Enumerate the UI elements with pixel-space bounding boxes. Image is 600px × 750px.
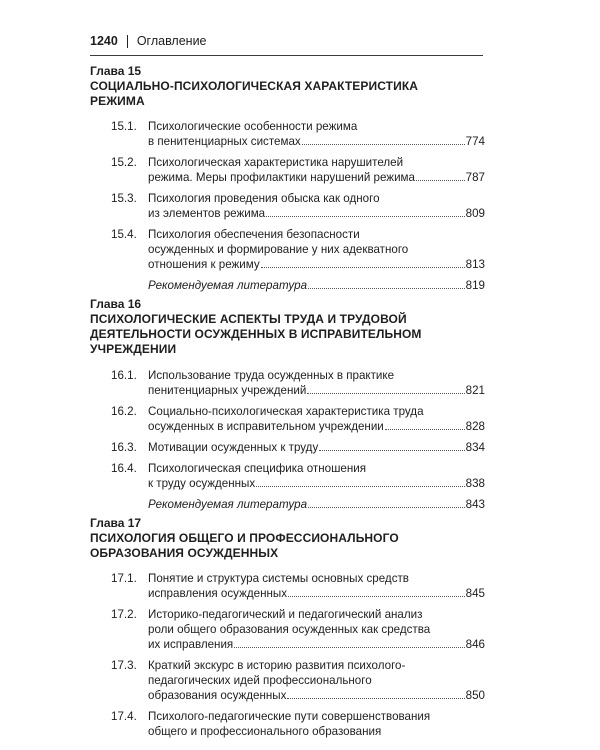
page-ref: 843 — [465, 498, 485, 511]
running-header — [90, 34, 207, 48]
section-number: 16.1. — [111, 369, 137, 382]
dot-leader — [302, 144, 465, 145]
section-number: 16.2. — [111, 405, 137, 418]
section-number: 15.3. — [111, 192, 137, 205]
chapter-label: Глава 15 — [90, 64, 142, 78]
entry-text: Психология обеспечения безопасности — [148, 228, 360, 241]
entry-text: Рекомендуемая литература — [148, 279, 308, 292]
dot-leader — [256, 486, 464, 487]
toc-entry[interactable] — [90, 155, 485, 185]
entry-text: роли общего образования осужденных как средства — [148, 623, 431, 636]
section-number: 15.1. — [111, 120, 137, 133]
toc-list — [90, 119, 485, 293]
chapter-title-line: ОБРАЗОВАНИЯ ОСУЖДЕННЫХ — [90, 546, 279, 560]
entry-text: осужденных и формирование у них адекватного — [148, 243, 409, 256]
dot-leader — [308, 288, 465, 289]
toc-entry-literature[interactable] — [90, 497, 485, 512]
page-ref: 774 — [465, 135, 485, 148]
chapter-title-line: СОЦИАЛЬНО-ПСИХОЛОГИЧЕСКАЯ ХАРАКТЕРИСТИКА — [90, 79, 419, 93]
chapter-title-line: УЧРЕЖДЕНИИ — [90, 342, 177, 356]
toc-entry[interactable] — [90, 658, 485, 703]
toc-entry[interactable] — [90, 461, 485, 491]
section-number: 15.4. — [111, 228, 137, 241]
page-ref: 787 — [465, 171, 485, 184]
entry-text: Психолого-педагогические пути совершенствования — [148, 710, 431, 723]
entry-text: Мотивации осужденных к труду — [148, 441, 319, 454]
entry-text: к труду осужденных — [148, 477, 256, 490]
header-separator — [127, 35, 128, 48]
entry-text: образования осужденных — [148, 689, 287, 702]
page-ref: 813 — [465, 258, 485, 271]
page-ref: 819 — [465, 279, 485, 292]
dot-leader — [287, 698, 464, 699]
dot-leader — [308, 507, 465, 508]
page-ref: 846 — [465, 638, 485, 651]
toc-entry[interactable] — [90, 571, 485, 601]
section-number: 17.3. — [111, 659, 137, 672]
chapter-17 — [90, 516, 485, 745]
entry-text: исправления осужденных — [148, 587, 288, 600]
entry-text: Историко-педагогический и педагогический анализ — [148, 608, 423, 621]
page-number: 1240 — [90, 34, 118, 48]
entry-text: Психология проведения обыска как одного — [148, 192, 380, 205]
chapter-label: Глава 17 — [90, 516, 142, 530]
entry-text: из элементов режима — [148, 207, 266, 220]
section-number: 15.2. — [111, 156, 137, 169]
toc-entry-literature[interactable] — [90, 278, 485, 293]
page-ref: 845 — [465, 587, 485, 600]
entry-text: общего и профессионального образования — [148, 725, 382, 738]
entry-text: в пенитенциарных системах — [148, 135, 301, 148]
entry-text: режима. Меры профилактики нарушений режима — [148, 171, 415, 184]
dot-leader — [261, 267, 465, 268]
toc-list — [90, 368, 485, 512]
toc-entry[interactable] — [90, 709, 485, 739]
entry-text: Психологическая характеристика нарушителей — [148, 156, 404, 169]
page-ref: 828 — [465, 420, 485, 433]
dot-leader — [416, 180, 465, 181]
toc-entry[interactable] — [90, 440, 485, 455]
page-ref: 838 — [465, 477, 485, 490]
page-ref: 834 — [465, 441, 485, 454]
entry-text: осужденных в исправительном учреждении — [148, 420, 384, 433]
entry-text: педагогических идей профессионального — [148, 674, 372, 687]
page-ref: 809 — [465, 207, 485, 220]
toc-entry[interactable] — [90, 404, 485, 434]
section-number: 17.2. — [111, 608, 137, 621]
chapter-title-line: РЕЖИМА — [90, 94, 145, 108]
entry-text: Психологические особенности режима — [148, 120, 358, 133]
chapter-label: Глава 16 — [90, 297, 142, 311]
toc-entry[interactable] — [90, 607, 485, 652]
entry-text: Использование труда осужденных в практике — [148, 369, 395, 382]
chapter-15 — [90, 64, 485, 299]
chapter-16 — [90, 297, 485, 518]
entry-text: Краткий экскурс в историю развития психолого- — [148, 659, 406, 672]
running-section-title: Оглавление — [136, 34, 207, 48]
dot-leader — [288, 596, 465, 597]
entry-text: Рекомендуемая литература — [148, 498, 308, 511]
section-number: 16.3. — [111, 441, 137, 454]
entry-text: отношения к режиму — [148, 258, 260, 271]
section-number: 16.4. — [111, 462, 137, 475]
toc-entry[interactable] — [90, 191, 485, 221]
entry-text: пенитенциарных учреждений — [148, 384, 307, 397]
section-number: 17.1. — [111, 572, 137, 585]
dot-leader — [266, 216, 465, 217]
section-number: 17.4. — [111, 710, 137, 723]
dot-leader — [307, 393, 464, 394]
chapter-title-line: ПСИХОЛОГИЯ ОБЩЕГО И ПРОФЕССИОНАЛЬНОГО — [90, 531, 399, 545]
entry-text: Понятие и структура системы основных средств — [148, 572, 409, 585]
dot-leader — [319, 450, 464, 451]
page-ref: 821 — [465, 384, 485, 397]
header-rule — [90, 55, 483, 56]
chapter-title-line: ПСИХОЛОГИЧЕСКИЕ АСПЕКТЫ ТРУДА И ТРУДОВОЙ — [90, 312, 407, 326]
entry-text: Социально-психологическая характеристика труда — [148, 405, 424, 418]
toc-list — [90, 571, 485, 739]
toc-entry[interactable] — [90, 227, 485, 272]
toc-entry[interactable] — [90, 368, 485, 398]
entry-text: их исправления — [148, 638, 234, 651]
dot-leader — [234, 647, 464, 648]
entry-text: Психологическая специфика отношения — [148, 462, 366, 475]
chapter-title-line: ДЕЯТЕЛЬНОСТИ ОСУЖДЕННЫХ В ИСПРАВИТЕЛЬНОМ — [90, 327, 422, 341]
page-ref: 850 — [465, 689, 485, 702]
dot-leader — [385, 429, 465, 430]
toc-entry[interactable] — [90, 119, 485, 149]
